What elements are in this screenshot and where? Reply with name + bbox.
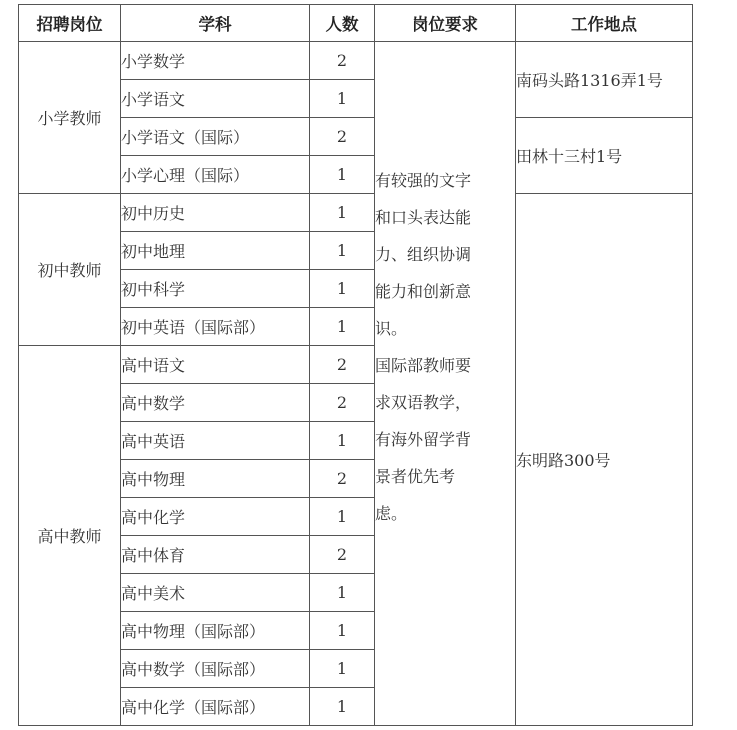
count-cell: 1 bbox=[310, 232, 375, 270]
requirements-line: 有海外留学背 bbox=[375, 429, 472, 449]
count-cell: 1 bbox=[310, 498, 375, 536]
position-cell: 高中教师 bbox=[19, 346, 121, 726]
requirements-cell bbox=[375, 42, 516, 726]
count-cell: 1 bbox=[310, 650, 375, 688]
location-cell: 田林十三村1号 bbox=[516, 118, 693, 194]
count-cell: 1 bbox=[310, 688, 375, 726]
position-cell: 小学教师 bbox=[19, 42, 121, 194]
header-row bbox=[19, 5, 693, 42]
count-cell: 2 bbox=[310, 536, 375, 574]
subject-cell: 高中数学（国际部） bbox=[121, 650, 310, 688]
count-cell: 1 bbox=[310, 574, 375, 612]
count-cell: 2 bbox=[310, 118, 375, 156]
position-cell: 初中教师 bbox=[19, 194, 121, 346]
count-cell: 1 bbox=[310, 612, 375, 650]
location-cell: 南码头路1316弄1号 bbox=[516, 42, 693, 118]
subject-cell: 高中物理（国际部） bbox=[121, 612, 310, 650]
requirements-line: 虑。 bbox=[375, 503, 408, 523]
subject-cell: 小学数学 bbox=[121, 42, 310, 80]
requirements-line: 国际部教师要 bbox=[375, 355, 472, 375]
header-location: 工作地点 bbox=[516, 5, 693, 42]
requirements-line: 能力和创新意 bbox=[375, 281, 472, 301]
subject-cell: 高中英语 bbox=[121, 422, 310, 460]
count-cell: 2 bbox=[310, 346, 375, 384]
count-cell: 1 bbox=[310, 194, 375, 232]
subject-cell: 小学语文（国际） bbox=[121, 118, 310, 156]
requirements-line: 力、组织协调 bbox=[375, 244, 472, 264]
count-cell: 1 bbox=[310, 270, 375, 308]
recruitment-table bbox=[18, 4, 693, 726]
subject-cell: 高中化学（国际部） bbox=[121, 688, 310, 726]
count-cell: 1 bbox=[310, 308, 375, 346]
count-cell: 2 bbox=[310, 384, 375, 422]
requirements-line: 有较强的文字 bbox=[375, 170, 472, 190]
subject-cell: 高中体育 bbox=[121, 536, 310, 574]
count-cell: 2 bbox=[310, 42, 375, 80]
table-row bbox=[19, 42, 693, 80]
count-cell: 1 bbox=[310, 156, 375, 194]
count-cell: 1 bbox=[310, 422, 375, 460]
subject-cell: 高中数学 bbox=[121, 384, 310, 422]
location-cell: 东明路300号 bbox=[516, 194, 693, 726]
subject-cell: 初中历史 bbox=[121, 194, 310, 232]
requirements-line: 求双语教学， bbox=[375, 392, 472, 412]
count-cell: 1 bbox=[310, 80, 375, 118]
subject-cell: 高中美术 bbox=[121, 574, 310, 612]
count-cell: 2 bbox=[310, 460, 375, 498]
requirements-line: 景者优先考 bbox=[375, 466, 456, 486]
subject-cell: 初中地理 bbox=[121, 232, 310, 270]
subject-cell: 高中语文 bbox=[121, 346, 310, 384]
subject-cell: 小学心理（国际） bbox=[121, 156, 310, 194]
subject-cell: 高中物理 bbox=[121, 460, 310, 498]
table-row bbox=[19, 118, 693, 156]
header-position: 招聘岗位 bbox=[19, 5, 121, 42]
subject-cell: 初中科学 bbox=[121, 270, 310, 308]
requirements-line: 识。 bbox=[375, 318, 408, 338]
subject-cell: 高中化学 bbox=[121, 498, 310, 536]
table-row bbox=[19, 194, 693, 232]
header-count: 人数 bbox=[310, 5, 375, 42]
header-subject: 学科 bbox=[121, 5, 310, 42]
header-requirements: 岗位要求 bbox=[375, 5, 516, 42]
subject-cell: 小学语文 bbox=[121, 80, 310, 118]
requirements-line: 和口头表达能 bbox=[375, 207, 472, 227]
subject-cell: 初中英语（国际部） bbox=[121, 308, 310, 346]
